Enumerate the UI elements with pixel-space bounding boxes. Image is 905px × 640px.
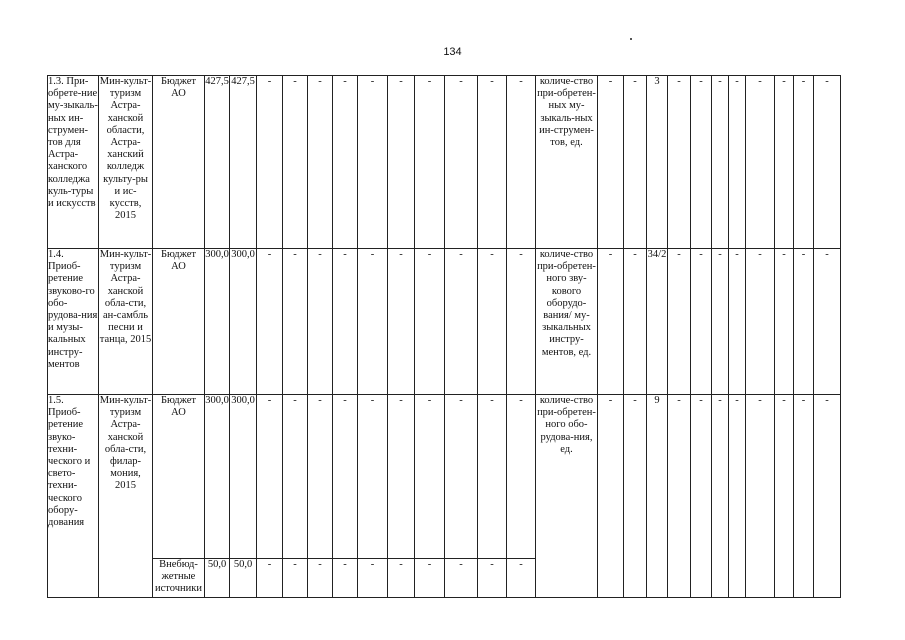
indicator-value-cell: - (624, 76, 647, 249)
amount-year-cell: 300,0 (230, 249, 257, 395)
amount-dash-cell: - (478, 559, 507, 598)
table-row (48, 395, 841, 559)
amount-dash-cell: - (333, 249, 358, 395)
amount-dash-cell: - (507, 76, 536, 249)
indicator-value-cell: - (814, 249, 841, 395)
amount-dash-cell: - (358, 395, 388, 559)
indicator-value-cell: - (794, 395, 814, 598)
amount-dash-cell: - (333, 395, 358, 559)
indicator-name-cell: количе-ство при-обретен-ных му-зыкаль-ных ин-струмен-тов, ед. (536, 76, 598, 249)
indicator-value-cell: 9 (647, 395, 668, 598)
indicator-value-cell: - (712, 76, 729, 249)
amount-dash-cell: - (333, 559, 358, 598)
amount-dash-cell: - (257, 249, 283, 395)
indicator-value-cell: - (691, 249, 712, 395)
executor-cell: Мин-культ-туризм Астра-ханской обла-сти, филар-мония, 2015 (99, 395, 153, 598)
indicator-value-cell: - (712, 249, 729, 395)
amount-dash-cell: - (388, 76, 415, 249)
indicator-value-cell: - (814, 395, 841, 598)
indicator-value-cell: - (729, 395, 746, 598)
amount-dash-cell: - (358, 559, 388, 598)
amount-dash-cell: - (445, 559, 478, 598)
amount-total-cell: 300,0 (205, 249, 230, 395)
indicator-value-cell: - (729, 76, 746, 249)
indicator-value-cell: 34/2 (647, 249, 668, 395)
indicator-value-cell: - (598, 249, 624, 395)
funding-source-cell: Бюджет АО (153, 249, 205, 395)
amount-dash-cell: - (308, 395, 333, 559)
indicator-value-cell: - (794, 249, 814, 395)
measure-name-cell: 1.5. Приоб-ретение звуко-техни-ческого и свето-техни-ческого обору-дования (48, 395, 99, 598)
indicator-value-cell: - (775, 76, 794, 249)
executor-cell: Мин-культ-туризм Астра-ханской обла-сти, ан-самбль песни и танца, 2015 (99, 249, 153, 395)
amount-dash-cell: - (478, 395, 507, 559)
amount-total-cell: 50,0 (205, 559, 230, 598)
amount-dash-cell: - (415, 395, 445, 559)
amount-dash-cell: - (507, 559, 536, 598)
amount-dash-cell: - (415, 76, 445, 249)
indicator-value-cell: - (794, 76, 814, 249)
amount-dash-cell: - (283, 559, 308, 598)
indicator-value-cell: - (598, 76, 624, 249)
indicator-value-cell: - (775, 395, 794, 598)
indicator-name-cell: количе-ство при-обретен-ного обо-рудова-ния, ед. (536, 395, 598, 598)
indicator-value-cell: - (668, 249, 691, 395)
indicator-value-cell: - (691, 395, 712, 598)
amount-dash-cell: - (507, 249, 536, 395)
indicator-value-cell: - (668, 76, 691, 249)
amount-total-cell: 427,5 (205, 76, 230, 249)
indicator-value-cell: - (624, 249, 647, 395)
table-row (48, 249, 841, 395)
indicator-value-cell: - (746, 76, 775, 249)
indicator-value-cell: - (598, 395, 624, 598)
amount-dash-cell: - (388, 395, 415, 559)
funding-source-cell: Внебюд-жетные источники (153, 559, 205, 598)
amount-dash-cell: - (445, 249, 478, 395)
amount-dash-cell: - (478, 249, 507, 395)
page-number: 134 (443, 46, 462, 58)
indicator-value-cell: - (668, 395, 691, 598)
scan-speck (630, 38, 632, 40)
funding-source-cell: Бюджет АО (153, 76, 205, 249)
amount-dash-cell: - (358, 76, 388, 249)
amount-dash-cell: - (445, 395, 478, 559)
indicator-name-cell: количе-ство при-обретен-ного зву-кового оборудо-вания/ му-зыкальных инстру-ментов, ед. (536, 249, 598, 395)
amount-dash-cell: - (388, 249, 415, 395)
indicator-value-cell: - (691, 76, 712, 249)
measure-name-cell: 1.4. Приоб-ретение звуково-го обо-рудова-ния и музы-кальных инстру-ментов (48, 249, 99, 395)
indicator-value-cell: - (712, 395, 729, 598)
amount-dash-cell: - (388, 559, 415, 598)
amount-dash-cell: - (308, 76, 333, 249)
amount-year-cell: 427,5 (230, 76, 257, 249)
indicator-value-cell: - (775, 249, 794, 395)
indicator-value-cell: - (746, 395, 775, 598)
indicator-value-cell: - (729, 249, 746, 395)
amount-dash-cell: - (333, 76, 358, 249)
amount-total-cell: 300,0 (205, 395, 230, 559)
executor-cell: Мин-культ-туризм Астра-ханской области, Астра-ханский колледж культу-ры и ис-кусств, 2015 (99, 76, 153, 249)
funding-source-cell: Бюджет АО (153, 395, 205, 559)
measure-name-cell: 1.3. При-обрете-ние му-зыкаль-ных ин-струмен-тов для Астра-ханского колледжа куль-туры и искусств (48, 76, 99, 249)
amount-year-cell: 300,0 (230, 395, 257, 559)
table-row (48, 76, 841, 249)
amount-dash-cell: - (507, 395, 536, 559)
amount-dash-cell: - (283, 249, 308, 395)
amount-dash-cell: - (257, 76, 283, 249)
amount-dash-cell: - (445, 76, 478, 249)
amount-dash-cell: - (308, 249, 333, 395)
amount-dash-cell: - (308, 559, 333, 598)
amount-dash-cell: - (257, 559, 283, 598)
indicator-value-cell: - (814, 76, 841, 249)
indicator-value-cell: 3 (647, 76, 668, 249)
amount-dash-cell: - (283, 395, 308, 559)
amount-dash-cell: - (415, 249, 445, 395)
budget-table (47, 75, 841, 598)
amount-dash-cell: - (283, 76, 308, 249)
amount-dash-cell: - (257, 395, 283, 559)
amount-year-cell: 50,0 (230, 559, 257, 598)
indicator-value-cell: - (624, 395, 647, 598)
amount-dash-cell: - (358, 249, 388, 395)
indicator-value-cell: - (746, 249, 775, 395)
amount-dash-cell: - (415, 559, 445, 598)
amount-dash-cell: - (478, 76, 507, 249)
